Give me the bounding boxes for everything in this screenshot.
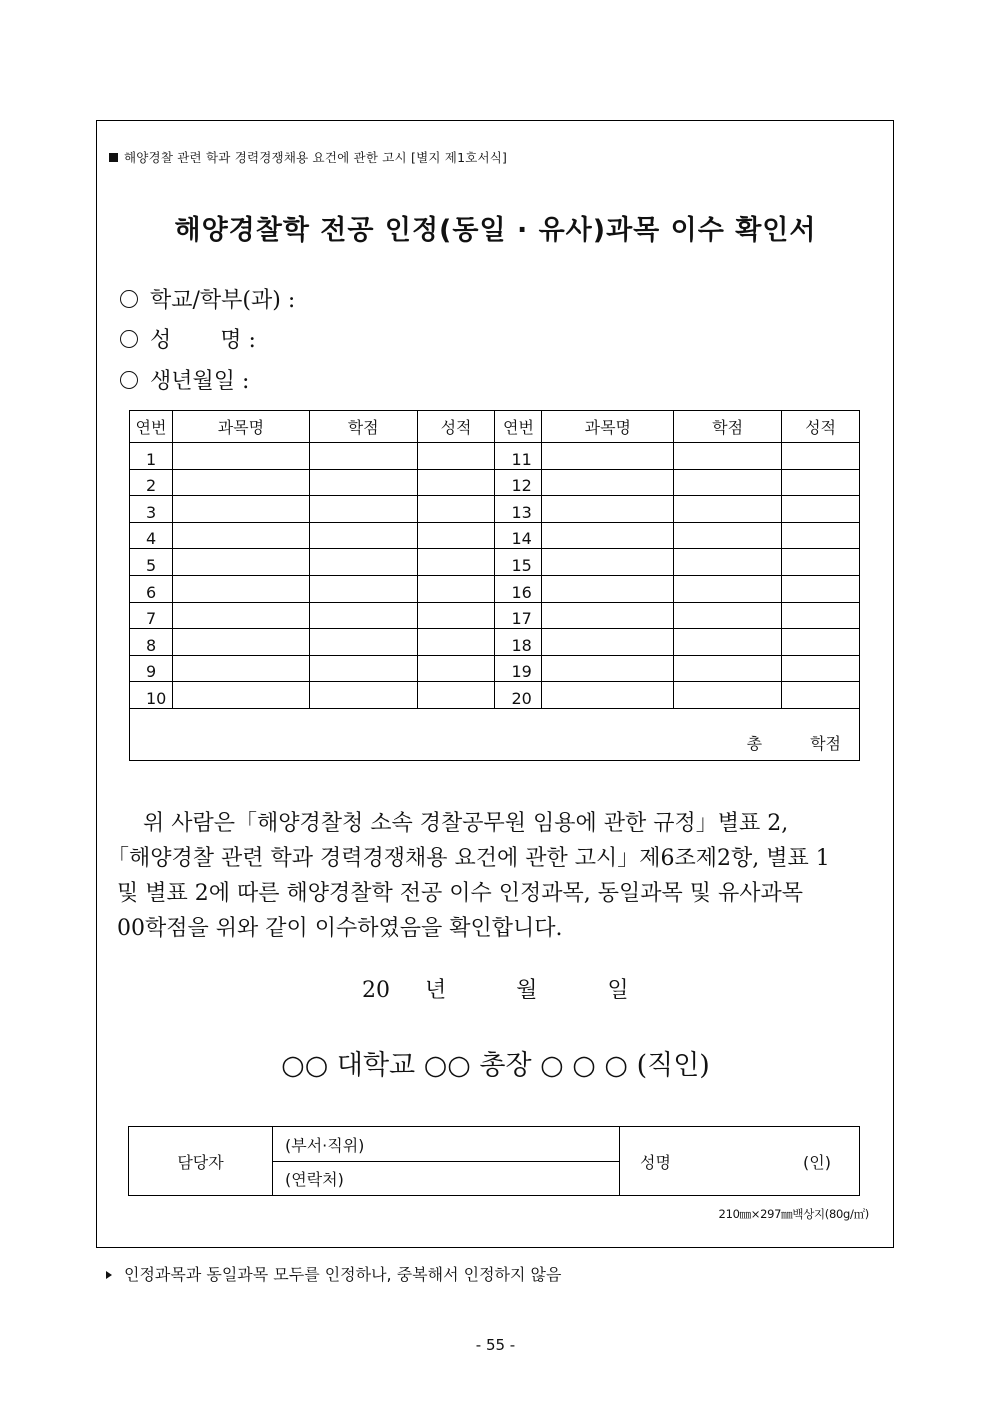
credit-cell bbox=[309, 575, 417, 602]
grade-cell bbox=[417, 496, 495, 523]
subject-cell bbox=[542, 496, 674, 523]
field-birthdate-label: 생년월일 : bbox=[150, 369, 250, 394]
table-row bbox=[130, 682, 860, 709]
row-number-right: 15 bbox=[495, 549, 542, 576]
grade-cell bbox=[782, 602, 860, 629]
circle-bullet-icon bbox=[120, 330, 138, 348]
credit-cell bbox=[674, 469, 782, 496]
field-birthdate bbox=[120, 364, 249, 395]
row-number-left: 8 bbox=[130, 629, 173, 656]
credit-cell bbox=[674, 602, 782, 629]
credit-cell bbox=[674, 655, 782, 682]
header-subject-right: 과목명 bbox=[542, 411, 674, 443]
footnote bbox=[106, 1262, 561, 1285]
credit-cell bbox=[674, 443, 782, 470]
credit-cell bbox=[309, 602, 417, 629]
row-number-right: 13 bbox=[495, 496, 542, 523]
subject-cell bbox=[172, 682, 309, 709]
credit-cell bbox=[674, 549, 782, 576]
subject-cell bbox=[172, 629, 309, 656]
subject-cell bbox=[542, 602, 674, 629]
table-row bbox=[130, 469, 860, 496]
grade-cell bbox=[782, 469, 860, 496]
footnote-text: 인정과목과 동일과목 모두를 인정하나, 중복해서 인정하지 않음 bbox=[124, 1265, 562, 1284]
course-table bbox=[129, 410, 860, 761]
row-number-left: 2 bbox=[130, 469, 173, 496]
credit-label: 학점 bbox=[810, 733, 841, 753]
credit-cell bbox=[674, 575, 782, 602]
row-number-right: 12 bbox=[495, 469, 542, 496]
subject-cell bbox=[542, 682, 674, 709]
subject-cell bbox=[542, 549, 674, 576]
paragraph-line-1: 위 사람은「해양경찰청 소속 경찰공무원 임용에 관한 규정」별표 2, bbox=[143, 811, 789, 836]
header-grade-right: 성적 bbox=[782, 411, 860, 443]
grade-cell bbox=[782, 522, 860, 549]
grade-cell bbox=[417, 469, 495, 496]
total-credit-row bbox=[130, 708, 860, 760]
table-row bbox=[130, 522, 860, 549]
staff-role-label: 담당자 bbox=[129, 1127, 273, 1196]
grade-cell bbox=[417, 629, 495, 656]
grade-cell bbox=[417, 602, 495, 629]
grade-cell bbox=[417, 549, 495, 576]
grade-cell bbox=[782, 655, 860, 682]
credit-cell bbox=[674, 522, 782, 549]
credit-cell bbox=[674, 629, 782, 656]
table-row bbox=[130, 602, 860, 629]
row-number-right: 11 bbox=[495, 443, 542, 470]
issuer-line: ○○ 대학교 ○○ 총장 ○ ○ ○ (직인) bbox=[281, 1050, 710, 1081]
grade-cell bbox=[782, 629, 860, 656]
grade-cell bbox=[417, 575, 495, 602]
staff-contact-label: (연락처) bbox=[273, 1162, 620, 1196]
staff-table bbox=[128, 1126, 860, 1196]
field-name bbox=[120, 323, 256, 354]
paragraph-line-3: 및 별표 2에 따른 해양경찰학 전공 이수 인정과목, 동일과목 및 유사과목 bbox=[117, 881, 803, 906]
date-line: 20 년 월 일 bbox=[362, 978, 629, 1003]
table-row bbox=[130, 549, 860, 576]
grade-cell bbox=[417, 443, 495, 470]
circle-bullet-icon bbox=[120, 371, 138, 389]
page-number: - 55 - bbox=[475, 1336, 516, 1354]
grade-cell bbox=[782, 682, 860, 709]
table-row bbox=[130, 575, 860, 602]
grade-cell bbox=[782, 549, 860, 576]
subject-cell bbox=[172, 549, 309, 576]
grade-cell bbox=[417, 522, 495, 549]
square-bullet-icon bbox=[109, 153, 118, 162]
credit-cell bbox=[309, 629, 417, 656]
staff-name-label: 성명 bbox=[620, 1127, 709, 1196]
document-title: 해양경찰학 전공 인정(동일 · 유사)과목 이수 확인서 bbox=[174, 215, 817, 246]
table-header-row bbox=[130, 411, 860, 443]
field-school bbox=[120, 283, 295, 314]
subject-cell bbox=[172, 496, 309, 523]
circle-bullet-icon bbox=[120, 290, 138, 308]
credit-cell bbox=[309, 682, 417, 709]
staff-dept-label: (부서·직위) bbox=[273, 1127, 620, 1162]
row-number-right: 19 bbox=[495, 655, 542, 682]
row-number-right: 16 bbox=[495, 575, 542, 602]
subject-cell bbox=[172, 602, 309, 629]
paragraph-line-4: 00학점을 위와 같이 이수하였음을 확인합니다. bbox=[117, 916, 563, 941]
row-number-left: 5 bbox=[130, 549, 173, 576]
row-number-left: 3 bbox=[130, 496, 173, 523]
subject-cell bbox=[542, 469, 674, 496]
credit-cell bbox=[309, 469, 417, 496]
credit-cell bbox=[674, 496, 782, 523]
header-grade-left: 성적 bbox=[417, 411, 495, 443]
credit-cell bbox=[309, 549, 417, 576]
paper-spec: 210㎜×297㎜백상지(80g/㎡) bbox=[718, 1207, 869, 1221]
row-number-left: 6 bbox=[130, 575, 173, 602]
credit-cell bbox=[309, 655, 417, 682]
subject-cell bbox=[542, 443, 674, 470]
header-subject-left: 과목명 bbox=[172, 411, 309, 443]
header-no-left: 연번 bbox=[130, 411, 173, 443]
subject-cell bbox=[172, 443, 309, 470]
subject-cell bbox=[172, 655, 309, 682]
field-name-label: 성 명 : bbox=[150, 328, 256, 353]
grade-cell bbox=[417, 682, 495, 709]
row-number-right: 14 bbox=[495, 522, 542, 549]
grade-cell bbox=[782, 496, 860, 523]
row-number-left: 1 bbox=[130, 443, 173, 470]
total-label: 총 bbox=[746, 733, 763, 753]
grade-cell bbox=[782, 443, 860, 470]
credit-cell bbox=[674, 682, 782, 709]
table-row bbox=[130, 629, 860, 656]
header-credit-left: 학점 bbox=[309, 411, 417, 443]
subject-cell bbox=[542, 522, 674, 549]
header-no-right: 연번 bbox=[495, 411, 542, 443]
triangle-bullet-icon bbox=[106, 1271, 112, 1279]
subject-cell bbox=[172, 522, 309, 549]
subject-cell bbox=[172, 575, 309, 602]
credit-cell bbox=[309, 522, 417, 549]
subject-cell bbox=[542, 655, 674, 682]
subject-cell bbox=[542, 629, 674, 656]
header-credit-right: 학점 bbox=[674, 411, 782, 443]
field-school-label: 학교/학부(과) : bbox=[150, 288, 296, 313]
row-number-right: 17 bbox=[495, 602, 542, 629]
row-number-left: 10 bbox=[130, 682, 173, 709]
table-row bbox=[130, 655, 860, 682]
row-number-left: 4 bbox=[130, 522, 173, 549]
table-row bbox=[130, 496, 860, 523]
row-number-right: 20 bbox=[495, 682, 542, 709]
grade-cell bbox=[417, 655, 495, 682]
credit-cell bbox=[309, 496, 417, 523]
table-row bbox=[130, 443, 860, 470]
row-number-left: 9 bbox=[130, 655, 173, 682]
staff-seal-label: (인) bbox=[709, 1127, 860, 1196]
grade-cell bbox=[782, 575, 860, 602]
form-header-note bbox=[109, 148, 507, 166]
row-number-right: 18 bbox=[495, 629, 542, 656]
row-number-left: 7 bbox=[130, 602, 173, 629]
confirmation-paragraph bbox=[107, 806, 873, 946]
subject-cell bbox=[542, 575, 674, 602]
credit-cell bbox=[309, 443, 417, 470]
paragraph-line-2: 「해양경찰 관련 학과 경력경쟁채용 요건에 관한 고시」제6조제2항, 별표 1 bbox=[107, 846, 830, 871]
header-note-text: 해양경찰 관련 학과 경력경쟁채용 요건에 관한 고시 [별지 제1호서식] bbox=[124, 150, 508, 165]
subject-cell bbox=[172, 469, 309, 496]
